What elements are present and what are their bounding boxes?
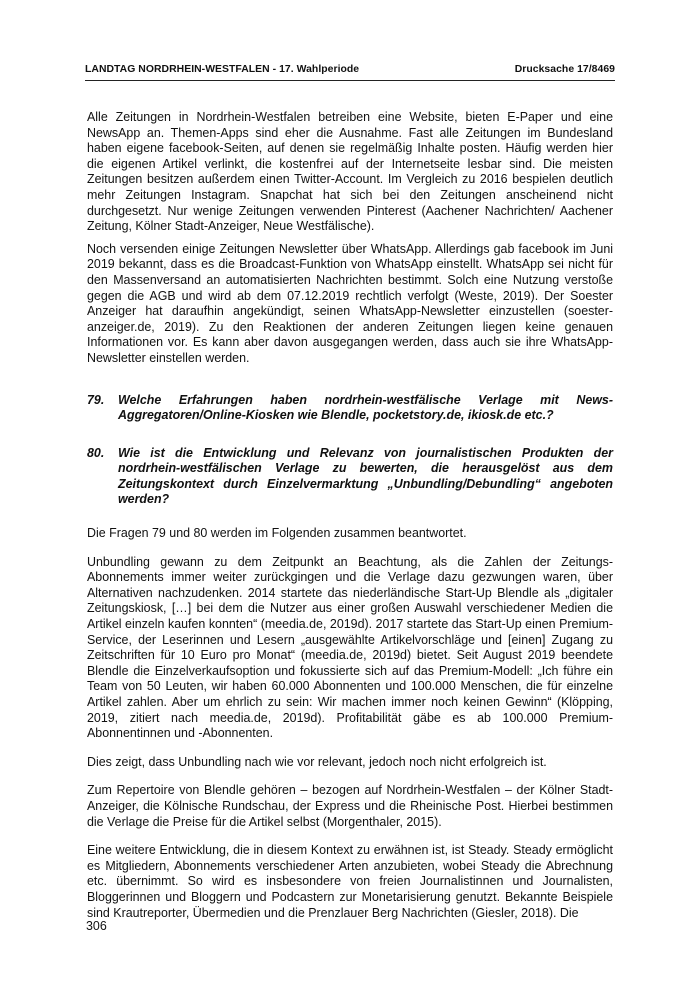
question-text: Wie ist die Entwicklung und Relevanz von journalistischen Produkten der nordrhein-westfälischen Verlage zu bewerten, die herausgelöst aus dem Zeitungskontext durch Einzelvermarktung „Unbundling/Debundling“ angeboten werden? bbox=[118, 445, 613, 507]
header-rule bbox=[85, 80, 615, 81]
paragraph: Noch versenden einige Zeitungen Newsletter über WhatsApp. Allerdings gab facebook im Juni 2019 bekannt, dass es die Broadcast-Funktion von WhatsApp einstellt. WhatsApp sei nicht für den Massenversand an automatisierten Nachrichten bestimmt. Solch eine Nutzung verstoße gegen die AGB und wird ab dem 07.12.2019 rechtlich verfolgt (Weste, 2019). Der Soester Anzeiger hat daraufhin angekündigt, seinen WhatsApp-Newsletter einzustellen (soester-anzeiger.de, 2019). Zu den Reaktionen der anderen Zeitungen liegen keine genauen Informationen vor. Es kann aber davon ausgegangen werden, dass auch sie ihre WhatsApp-Newsletter einstellen werden. bbox=[87, 241, 613, 365]
header-title: LANDTAG NORDRHEIN-WESTFALEN - 17. Wahlperiode bbox=[85, 64, 360, 75]
question-79 bbox=[87, 393, 613, 424]
paragraph: Alle Zeitungen in Nordrhein-Westfalen betreiben eine Website, bieten E-Paper und eine NewsApp an. Themen-Apps sind eher die Ausnahme. Fast alle Zeitungen im Bundesland haben eigene facebook-Seiten, auf denen sie regelmäßig Inhalte posten. Häufig werden hier die eigenen Artikel verlinkt, die kostenfrei auf der Internetseite lesbar sind. Die meisten Zeitungen besitzen außerdem einen Twitter-Account. Im Vergleich zu 2016 bespielen deutlich mehr Zeitungen Instagram. Snapchat hat sich bei den Zeitungen anscheinend nicht durchgesetzt. Nur wenige Zeitungen verwenden Pinterest (Aachener Nachrichten/ Aachener Zeitung, Kölner Stadt-Anzeiger, Neue Westfälische). bbox=[87, 110, 613, 234]
paragraph: Unbundling gewann zu dem Zeitpunkt an Beachtung, als die Zahlen der Zeitungs-Abonnements immer weiter zurückgingen und die Verlage dazu gezwungen waren, über Alternativen nachzudenken. 2014 startete das niederländische Start-Up Blendle als „digitaler Zeitungskiosk, […] bei dem die Nutzer aus einer großen Auswahl verschiedener Medien die Artikel einzeln kaufen konnten“ (meedia.de, 2019d). 2017 startete das Start-Up einen Premium-Service, der Leserinnen und Lesern „ausgewählte Artikelvorschläge und [einen] Zugang zu Zeitschriften für 10 Euro pro Monat“ (meedia.de, 2019d) bietet. Seit August 2019 beendete Blendle die Einzelverkaufsoption und fokussierte sich auf das Premium-Modell: „Ich führe ein Team von 50 Leuten, wir haben 60.000 Abonnenten und 100.000 Menschen, die für einzelne Artikel zahlen. Aber um ehrlich zu sein: Wir machen immer noch keinen Gewinn“ (Klöpping, 2019, zitiert nach meedia.de, 2019d). Profitabilität gäbe es ab 100.000 Premium-Abonnentinnen und -Abonnenten. bbox=[87, 554, 613, 741]
paragraph: Eine weitere Entwicklung, die in diesem Kontext zu erwähnen ist, ist Steady. Steady ermöglicht es Mitgliedern, Abonnements verschiedener Arten anzubieten, wobei Steady die Abrechnung etc. übernimmt. So wird es insbesondere von freien Journalistinnen und Journalisten, Bloggerinnen und Bloggern und Podcastern zur Monetarisierung genutzt. Bekannte Beispiele sind Krautreporter, Übermedien und die Prenzlauer Berg Nachrichten (Giesler, 2018). Die bbox=[87, 843, 613, 920]
document-number: Drucksache 17/8469 bbox=[514, 64, 615, 75]
question-number: 80. bbox=[87, 445, 105, 460]
running-header bbox=[85, 64, 615, 75]
page-body bbox=[87, 110, 613, 928]
question-text: Welche Erfahrungen haben nordrhein-westfälische Verlage mit News-Aggregatoren/Online-Kiosken wie Blendle, pocketstory.de, ikiosk.de etc.? bbox=[118, 392, 613, 423]
question-80 bbox=[87, 446, 613, 508]
paragraph: Zum Repertoire von Blendle gehören – bezogen auf Nordrhein-Westfalen – der Kölner Stadt-Anzeiger, die Kölnische Rundschau, der Express und die Rheinische Post. Hierbei bestimmen die Verlage die Preise für die Artikel selbst (Morgenthaler, 2015). bbox=[87, 783, 613, 829]
page-number: 306 bbox=[86, 919, 107, 933]
paragraph: Dies zeigt, dass Unbundling nach wie vor relevant, jedoch noch nicht erfolgreich ist. bbox=[87, 754, 547, 769]
question-number: 79. bbox=[87, 392, 105, 407]
paragraph: Die Fragen 79 und 80 werden im Folgenden zusammen beantwortet. bbox=[87, 526, 467, 541]
